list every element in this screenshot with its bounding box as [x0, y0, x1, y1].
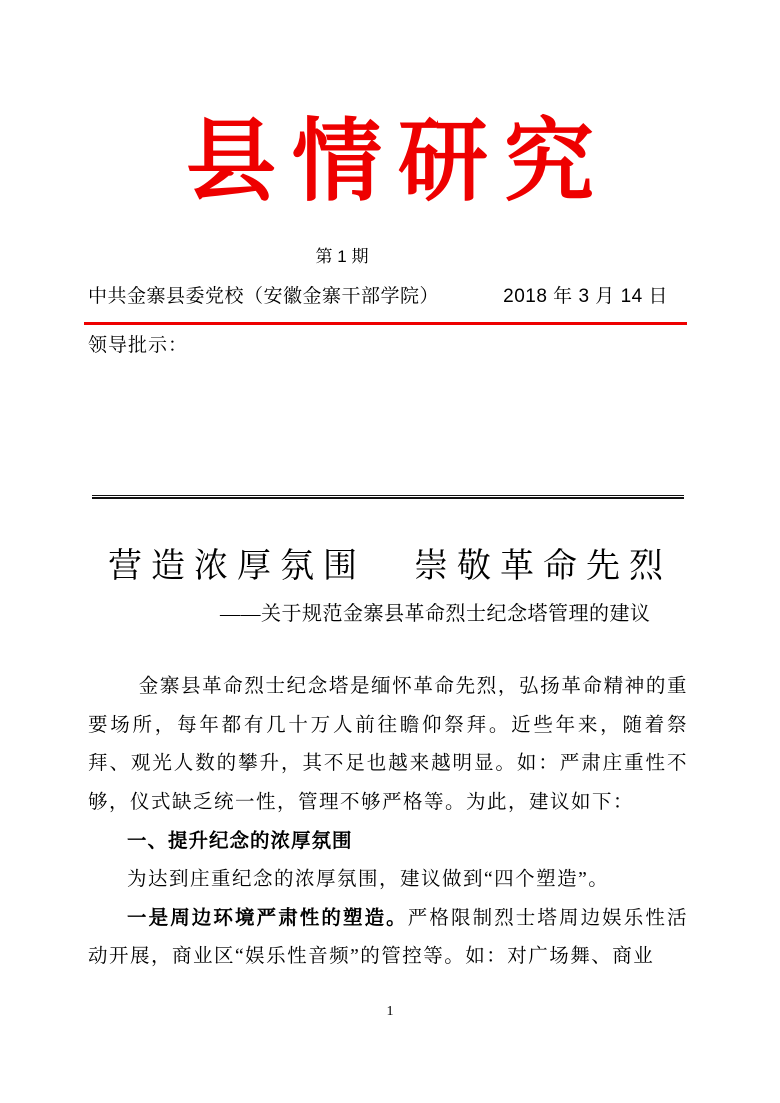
page-number: 1	[386, 1004, 394, 1019]
paragraph-four-shapings: 为达到庄重纪念的浓厚氛围，建议做到“四个塑造”。	[127, 868, 610, 890]
article-title-part2: 崇敬革命先烈	[414, 546, 672, 586]
paragraph-point-one	[88, 900, 688, 977]
issue-line	[0, 242, 780, 267]
section-heading-1: 一、提升纪念的浓厚氛围	[127, 830, 353, 853]
black-divider-rule	[92, 495, 684, 499]
paragraph-point-one-lead: 一是周边环境严肃性的塑造。	[127, 907, 408, 929]
publish-date: 2018 年 3 月 14 日	[503, 286, 668, 307]
article-title-part1: 营造浓厚氛围	[108, 546, 366, 586]
paragraph-point-one-rest: 严格限制烈士塔周边娱乐性活动开展，商业区“娱乐性音频”的管控等。如：对广场舞、商业	[88, 907, 688, 968]
paragraph-intro: 金寨县革命烈士纪念塔是缅怀革命先烈，弘扬革命精神的重要场所，每年都有几十万人前往瞻仰祭拜。近些年来，随着祭拜、观光人数的攀升，其不足也越来越明显。如：严肃庄重性不够，仪式缺乏统一性，管理不够严格等。为此，建议如下：	[88, 676, 688, 813]
issue-number: 第 1 期	[315, 247, 369, 266]
publisher-name: 中共金寨县委党校（安徽金寨干部学院）	[88, 286, 440, 307]
article-title	[0, 546, 780, 587]
publisher-line	[88, 281, 668, 308]
red-divider-rule	[84, 322, 687, 325]
article-subtitle: ——关于规范金寨县革命烈士纪念塔管理的建议	[220, 603, 651, 625]
article-body	[88, 668, 688, 977]
leader-note-label: 领导批示：	[88, 335, 189, 356]
masthead-title: 县情研究	[186, 108, 610, 214]
